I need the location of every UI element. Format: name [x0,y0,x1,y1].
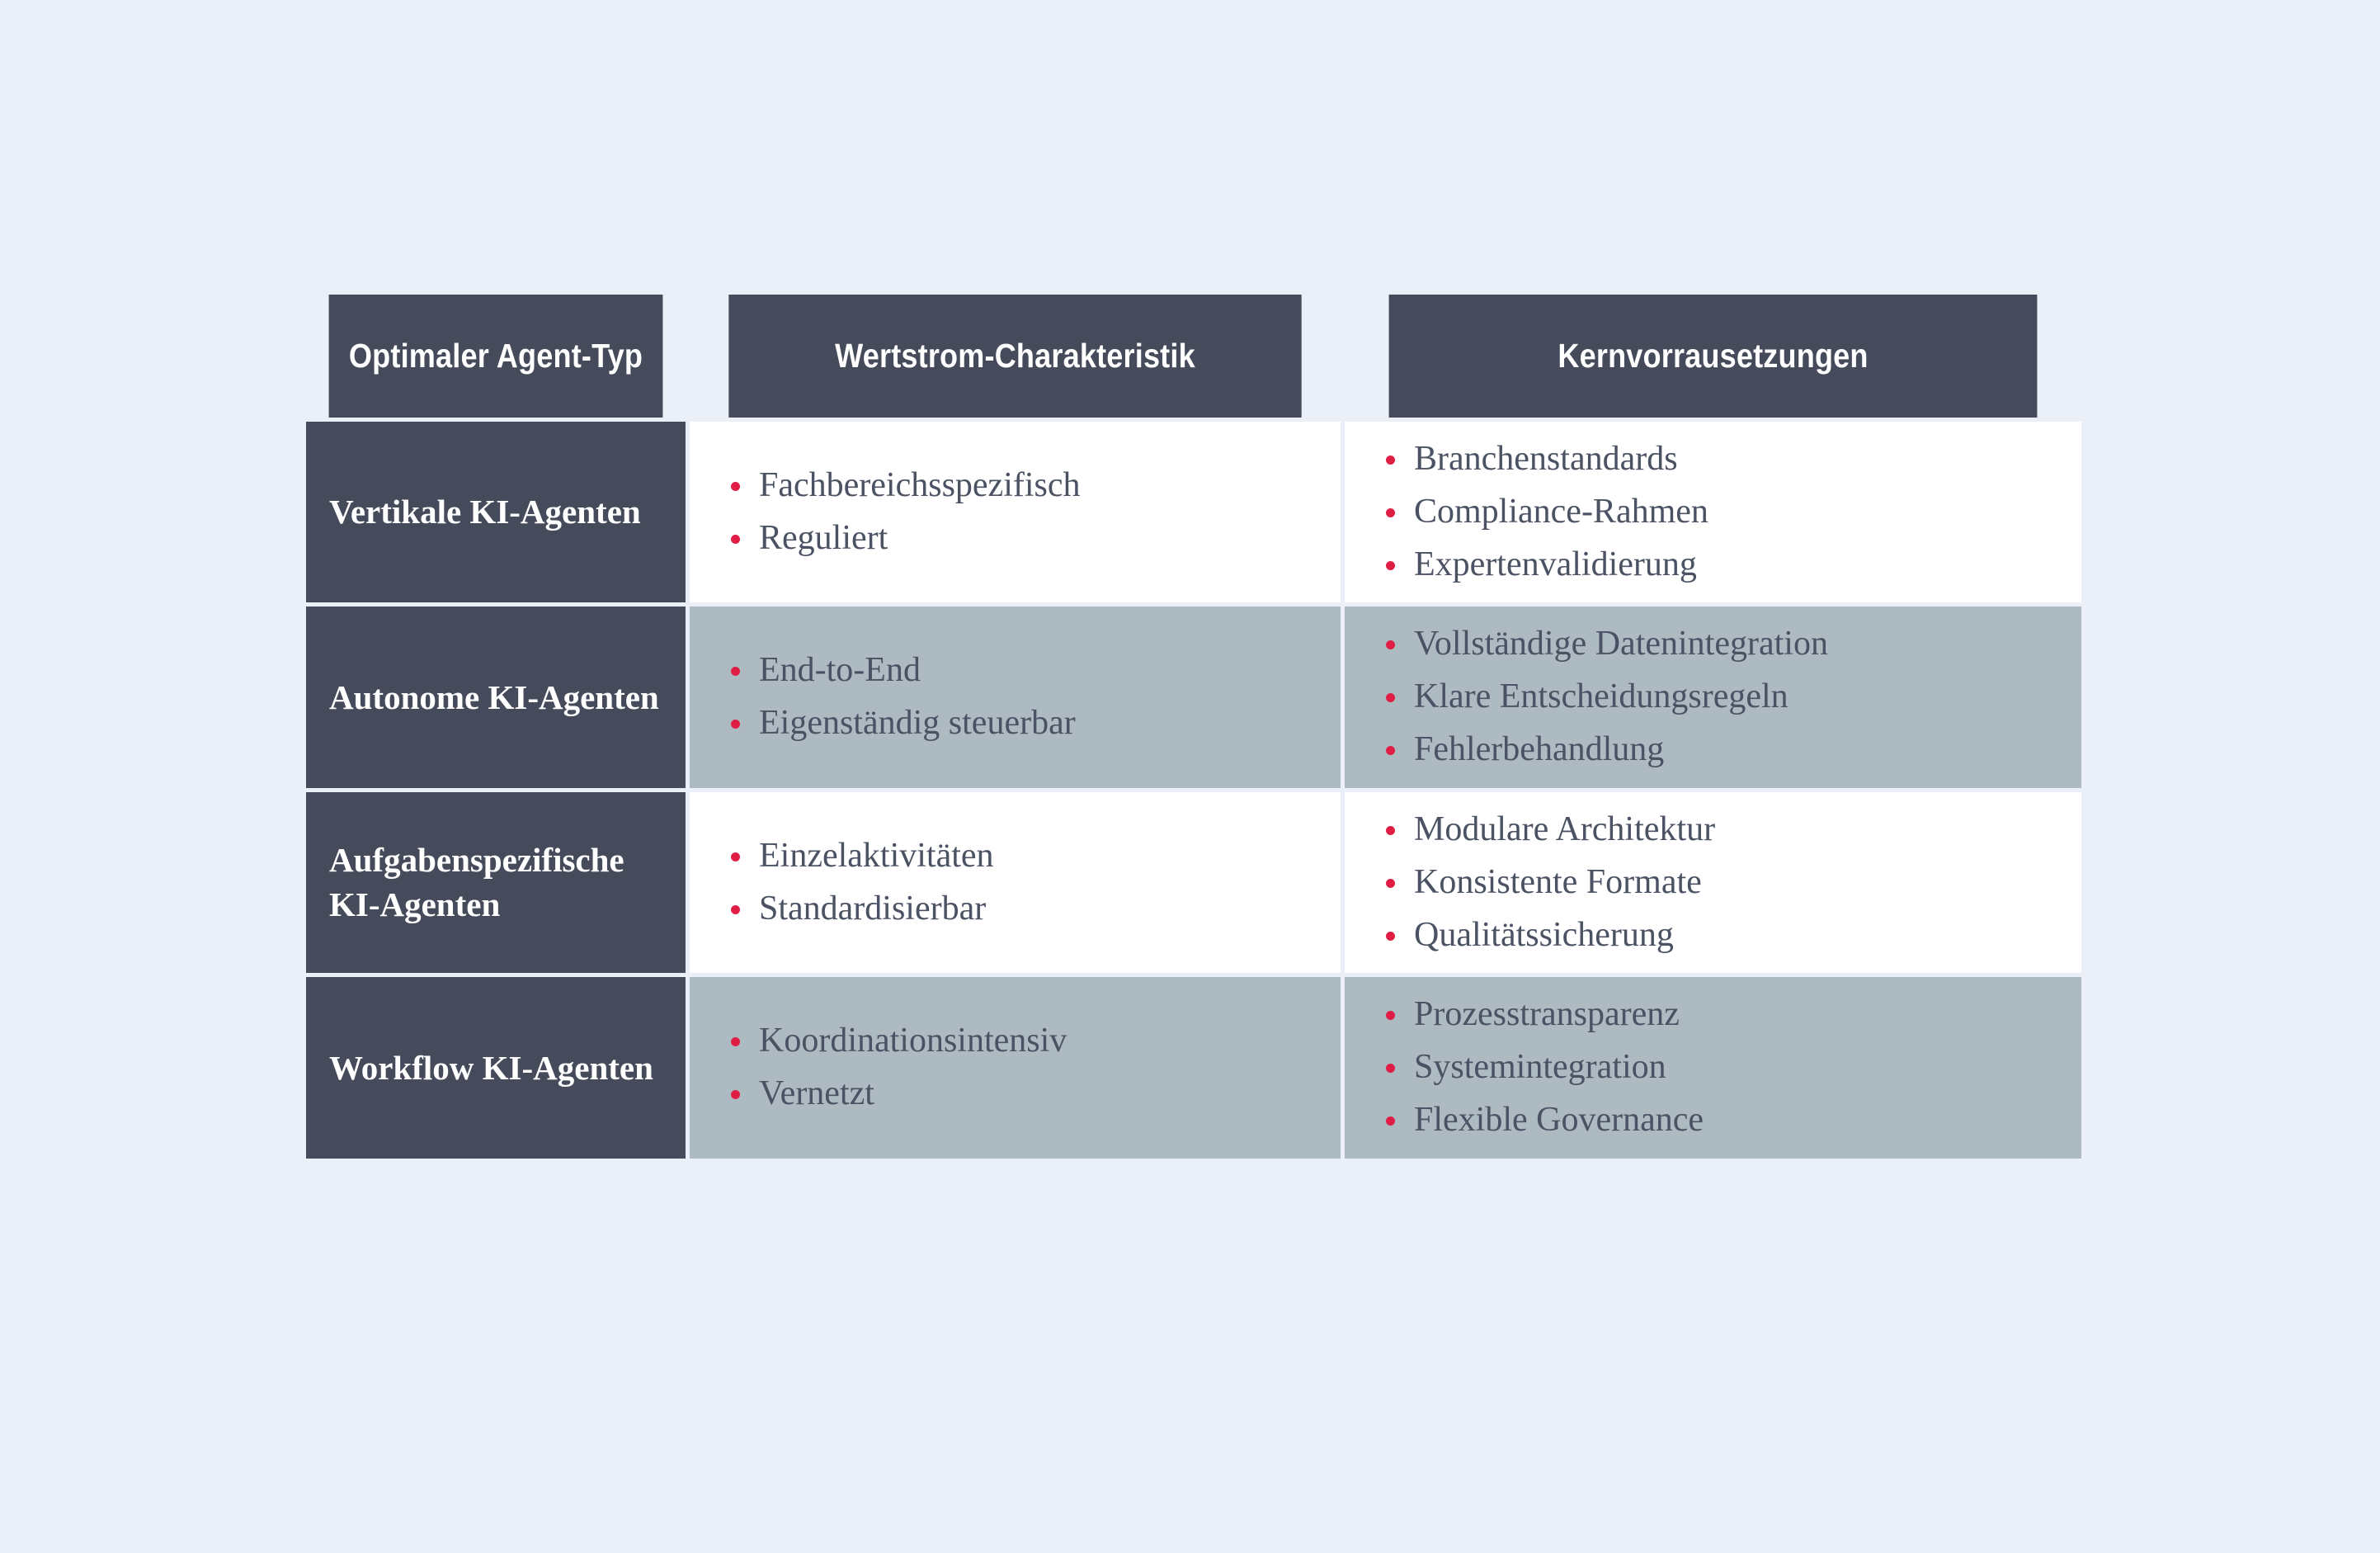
bullet-dot-icon [1386,640,1395,649]
table-row [306,607,2081,787]
bullet-dot-icon [1386,1011,1395,1020]
cell-requirements [1345,607,2081,787]
table-header [306,295,2081,418]
list-item-label: Modulare Architektur [1414,810,1716,848]
list-item-label: Klare Entscheidungsregeln [1414,677,1789,716]
column-header-value-stream-characteristic [728,295,1301,418]
list-item-label: Fehlerbehandlung [1414,730,1665,769]
column-header-value-stream-characteristic-label: Wertstrom-Charakteristik [835,337,1195,375]
list-item-label: Fachbereichsspezifisch [759,465,1081,504]
bullet-list-characteristic [728,644,1324,750]
bullet-dot-icon [1386,1064,1395,1073]
list-item [1383,857,2065,909]
list-item [728,1068,1324,1121]
cell-requirements [1345,977,2081,1158]
list-item-label: Compliance-Rahmen [1414,492,1708,531]
bullet-dot-icon [731,905,740,914]
bullet-dot-icon [731,720,740,729]
list-item [728,512,1324,565]
list-item [1383,486,2065,539]
list-item-label: Vollständige Datenintegration [1414,625,1828,663]
list-item [1383,909,2065,962]
table-body [306,422,2081,1159]
cell-characteristic [690,977,1341,1158]
row-label-agent-type: Vertikale KI-Agenten [306,422,686,602]
table-row [306,792,2081,973]
row-label-agent-type: Workflow KI-Agenten [306,977,686,1158]
bullet-dot-icon [731,535,740,544]
list-item [728,830,1324,883]
list-item-label: Branchenstandards [1414,440,1678,478]
list-item-label: Koordinationsintensiv [759,1022,1067,1060]
cell-requirements [1345,422,2081,602]
bullet-list-characteristic [728,460,1324,565]
bullet-dot-icon [731,852,740,861]
cell-characteristic [690,792,1341,973]
list-item [728,1015,1324,1068]
table-row [306,977,2081,1158]
list-item [1383,1094,2065,1147]
list-item [728,644,1324,697]
bullet-dot-icon [731,667,740,676]
bullet-dot-icon [731,1090,740,1099]
bullet-dot-icon [1386,826,1395,835]
list-item-label: Flexible Governance [1414,1101,1704,1140]
cell-characteristic [690,422,1341,602]
bullet-list-requirements [1383,989,2065,1146]
list-item [1383,433,2065,486]
agent-type-matrix [306,295,2073,1182]
list-item [728,883,1324,936]
bullet-dot-icon [1386,932,1395,941]
bullet-dot-icon [731,482,740,491]
header-row [306,295,2081,418]
bullet-list-requirements [1383,618,2065,776]
list-item [1383,539,2065,592]
list-item-label: Reguliert [759,518,888,557]
list-item [1383,671,2065,724]
bullet-list-requirements [1383,804,2065,961]
bullet-list-characteristic [728,1015,1324,1121]
bullet-list-requirements [1383,433,2065,591]
bullet-dot-icon [1386,1116,1395,1126]
bullet-dot-icon [1386,693,1395,702]
list-item [1383,724,2065,776]
list-item [1383,1041,2065,1094]
row-label-agent-type: Autonome KI-Agenten [306,607,686,787]
bullet-list-characteristic [728,830,1324,936]
list-item-label: Systemintegration [1414,1048,1666,1087]
list-item [1383,618,2065,671]
list-item-label: Expertenvalidierung [1414,545,1697,583]
list-item [1383,804,2065,857]
list-item-label: Standardisierbar [759,889,987,928]
list-item [1383,989,2065,1041]
list-item-label: Konsistente Formate [1414,862,1702,901]
table-row [306,422,2081,602]
list-item-label: Vernetzt [759,1074,874,1113]
column-header-core-requirements [1389,295,2038,418]
column-header-agent-type-label: Optimaler Agent-Typ [348,337,643,375]
bullet-dot-icon [1386,508,1395,517]
list-item [728,697,1324,750]
row-label-agent-type: Aufgabenspezifische KI-Agenten [306,792,686,973]
bullet-dot-icon [1386,879,1395,888]
bullet-dot-icon [731,1037,740,1046]
list-item-label: Eigenständig steuerbar [759,704,1076,743]
list-item-label: Prozesstransparenz [1414,995,1680,1034]
bullet-dot-icon [1386,456,1395,465]
list-item-label: Qualitätssicherung [1414,915,1674,954]
cell-requirements [1345,792,2081,973]
bullet-dot-icon [1386,561,1395,570]
list-item-label: Einzelaktivitäten [759,836,994,875]
comparison-table [302,290,2085,1163]
column-header-agent-type [329,295,663,418]
list-item-label: End-to-End [759,651,921,690]
list-item [728,460,1324,512]
bullet-dot-icon [1386,746,1395,755]
cell-characteristic [690,607,1341,787]
column-header-core-requirements-label: Kernvorrausetzungen [1558,337,1869,375]
